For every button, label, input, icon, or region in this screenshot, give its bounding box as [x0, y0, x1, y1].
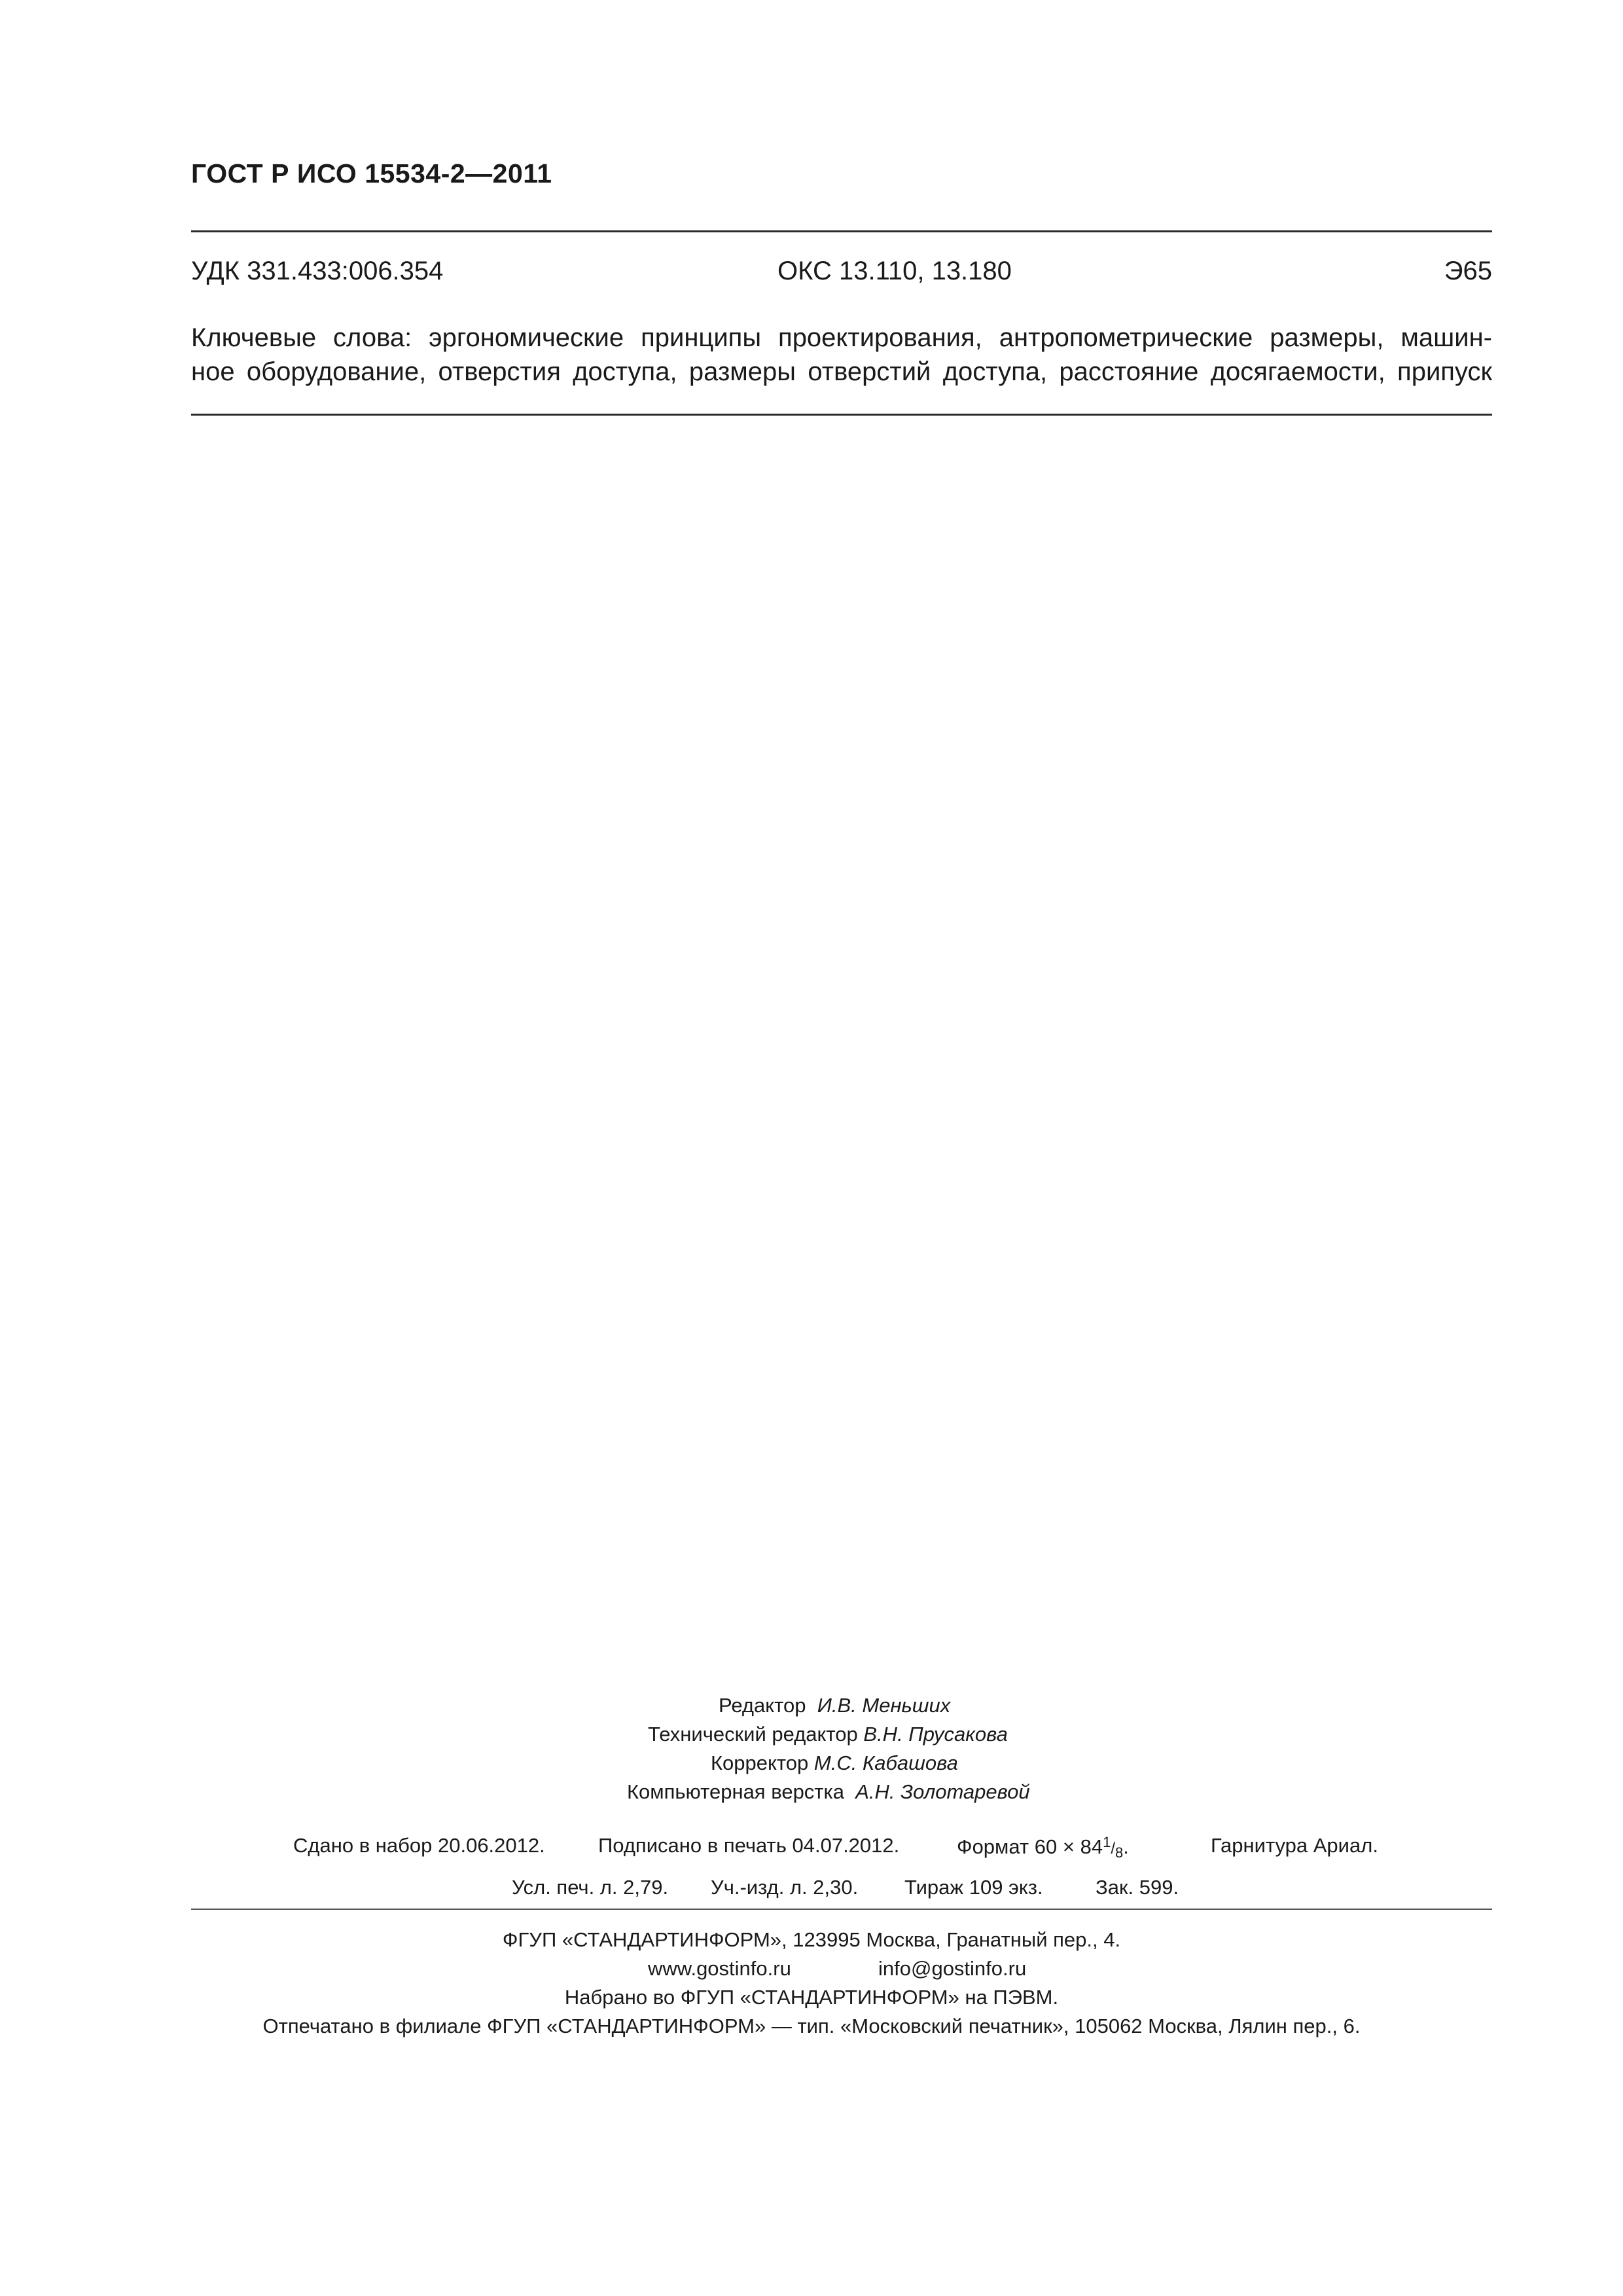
publisher-website[interactable]: www.gostinfo.ru: [648, 1957, 791, 1980]
layout-line: [627, 1778, 1030, 1806]
corrector-name: М.С. Кабашова: [813, 1751, 958, 1774]
tech-editor-label: Технический редактор: [648, 1723, 858, 1746]
tech-editor-name: В.Н. Прусакова: [863, 1723, 1008, 1746]
circulation: Тираж 109 экз.: [904, 1876, 1043, 1899]
keywords-line-2: ное оборудование, отверстия доступа, размеры отверстий доступа, расстояние досягаемости, припуск: [191, 357, 1492, 386]
layout-name: А.Н. Золотаревой: [855, 1780, 1030, 1803]
pub-sheets: Уч.-изд. л. 2,30.: [711, 1876, 859, 1899]
order-number: Зак. 599.: [1096, 1876, 1179, 1899]
corrector-line: [711, 1749, 958, 1778]
publisher-email[interactable]: info@gostinfo.ru: [878, 1957, 1027, 1980]
editor-name: И.В. Меньших: [817, 1694, 951, 1717]
corrector-label: Корректор: [711, 1751, 809, 1774]
top-rule: [191, 230, 1492, 232]
print-sheets: Усл. печ. л. 2,79.: [512, 1876, 669, 1899]
oks-code: ОКС 13.110, 13.180: [777, 257, 1012, 285]
editor-label: Редактор: [719, 1694, 806, 1717]
keywords-paragraph: [191, 321, 1492, 389]
tech-editor-line: [648, 1720, 1008, 1749]
format-times: ×: [1062, 1835, 1075, 1858]
bottom-rule: [191, 1909, 1492, 1910]
format-84: 84: [1080, 1835, 1103, 1858]
editor-line: [719, 1691, 950, 1720]
format-denominator: 8: [1115, 1844, 1124, 1861]
layout-label: Компьютерная верстка: [627, 1780, 844, 1803]
category-code: Э65: [1444, 257, 1492, 285]
format-numerator: 1: [1103, 1834, 1111, 1850]
format-info: Формат $60 \times 84^1/_8$.: [957, 1834, 1129, 1861]
keywords-line-1: Ключевые слова: эргономические принципы проектирования, антропометрические размеры, машин-: [191, 323, 1492, 352]
typeset-note: Набрано во ФГУП «СТАНДАРТИНФОРМ» на ПЭВМ.: [564, 1986, 1059, 2009]
typeface-info: Гарнитура Ариал.: [1211, 1834, 1378, 1857]
publisher-address: ФГУП «СТАНДАРТИНФОРМ», 123995 Москва, Гранатный пер., 4.: [502, 1928, 1121, 1951]
signed-date: Подписано в печать 04.07.2012.: [598, 1834, 900, 1857]
classification-row: [191, 257, 1492, 289]
format-prefix: Формат 60: [957, 1835, 1058, 1858]
keywords-rule: [191, 414, 1492, 416]
submitted-date: Сдано в набор 20.06.2012.: [293, 1834, 545, 1857]
document-designation: ГОСТ Р ИСО 15534-2—2011: [191, 158, 552, 188]
printed-note: Отпечатано в филиале ФГУП «СТАНДАРТИНФОРМ» — тип. «Московский печатник», 105062 Москва, Лялин пер., 6.: [262, 2015, 1361, 2037]
format-fraction: $^1/_8$: [1103, 1834, 1124, 1861]
udk-code: УДК 331.433:006.354: [191, 257, 444, 285]
